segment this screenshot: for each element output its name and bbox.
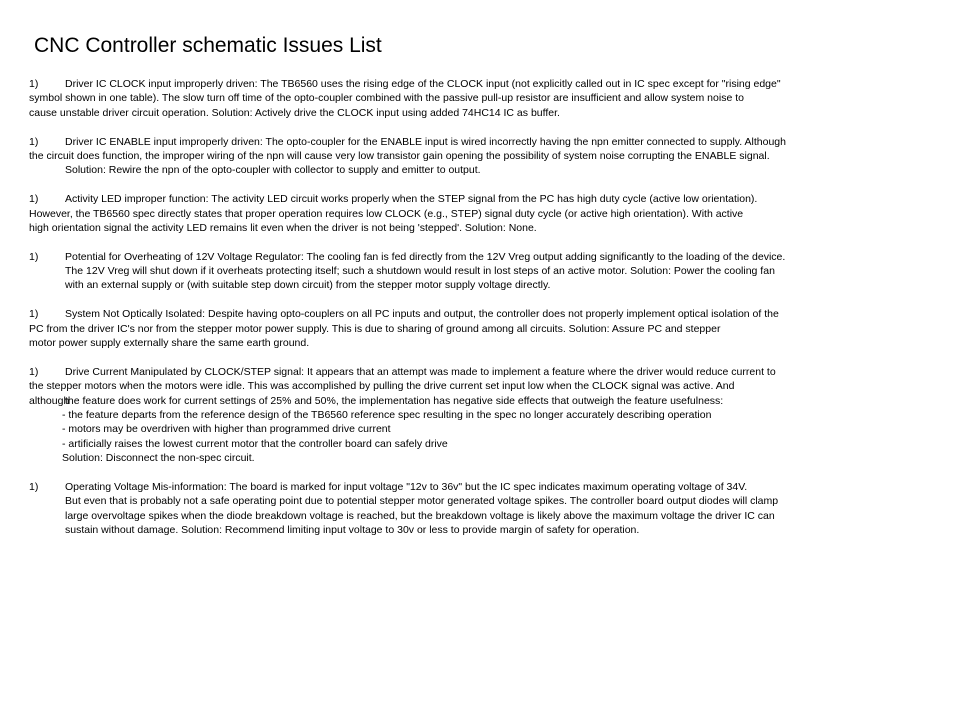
issue-text: However, the TB6560 spec directly states that proper operation requires low CLOCK (e.g., STEP) signal duty cycle (or active high orientation). With active [29,207,744,220]
issue-spacer [29,120,934,134]
issue-item [29,365,934,466]
issue-line [29,336,934,350]
issue-line [29,451,934,465]
issue-line [29,135,934,149]
issue-line [29,264,934,278]
issue-text: System Not Optically Isolated: Despite having opto-couplers on all PC inputs and output, the controller does not properly implement optical isolation of the [65,308,779,321]
issue-text: - motors may be overdriven with higher than programmed drive current [62,423,391,436]
issue-text: the stepper motors when the motors were idle. This was accomplished by pulling the drive current set input low when the CLOCK signal was active. And [29,380,735,393]
issue-text: with an external supply or (with suitable step down circuit) from the stepper motor supply voltage directly. [65,279,551,292]
issue-number: 1) [29,365,39,378]
issue-text: the feature does work for current settings of 25% and 50%, the implementation has negative side effects that outweigh the feature usefulness: [65,394,724,407]
issue-text: high orientation signal the activity LED remains lit even when the driver is not being 'stepped'. Solution: None. [29,221,537,234]
issue-line [29,523,934,537]
issue-line [29,149,934,163]
issue-text: Potential for Overheating of 12V Voltage Regulator: The cooling fan is fed directly from the 12V Vreg output adding significantly to the loading of the device. [65,250,786,263]
issue-line [29,192,934,206]
issue-text: But even that is probably not a safe operating point due to potential stepper motor generated voltage spikes. The controller board output diodes will clamp [65,495,779,508]
issue-line [29,307,934,321]
issue-line [29,480,934,494]
issue-line [29,394,934,408]
issue-line [29,408,934,422]
issue-line [29,494,934,508]
issue-line [29,77,934,91]
issue-item [29,192,934,235]
issue-spacer [29,350,934,364]
issue-number: 1) [29,78,39,90]
issue-item [29,250,934,293]
issue-text: the circuit does function, the improper wiring of the npn will cause very low transistor gain opening the possibility of system noise corrupting the ENABLE signal. [29,149,770,162]
issue-text: large overvoltage spikes when the diode breakdown voltage is reached, but the breakdown voltage is likely above the maximum voltage the driver IC can [65,509,775,522]
issue-text: Drive Current Manipulated by CLOCK/STEP signal: It appears that an attempt was made to implement a feature where the driver would reduce current to [65,365,776,378]
issue-line [29,322,934,336]
issue-number: 1) [29,135,39,148]
issue-number: 1) [29,480,39,493]
issue-text: sustain without damage. Solution: Recommend limiting input voltage to 30v or less to provide margin of safety for operation. [65,524,640,537]
issue-line [29,365,934,379]
issue-line [29,437,934,451]
issue-text: - the feature departs from the reference design of the TB6560 reference spec resulting in the spec no longer accurately describing operation [62,408,712,421]
issue-line [29,422,934,436]
issue-line [29,91,934,105]
issue-spacer [29,235,934,249]
issue-text: Solution: Disconnect the non-spec circuit. [62,452,255,465]
issue-number: 1) [29,308,39,321]
issues-list [29,77,934,538]
issue-number: 1) [29,193,39,206]
issue-line [29,106,934,120]
issue-text: PC from the driver IC's nor from the stepper motor power supply. This is due to sharing of ground among all circuits. Solution: Assure PC and stepper [29,322,721,335]
issue-text: cause unstable driver circuit operation. Solution: Actively drive the CLOCK input using added 74HC14 IC as buffer. [29,106,560,119]
issue-text: symbol shown in one table). The slow turn off time of the opto-coupler combined with the passive pull-up resistor are insufficient and allow system noise to [29,92,744,105]
issue-line-lead: although [29,394,70,407]
issue-spacer [29,178,934,192]
issue-item [29,480,934,538]
issue-line [29,250,934,264]
issue-text: Solution: Rewire the npn of the opto-coupler with collector to supply and emitter to output. [65,164,481,177]
issue-line [29,278,934,292]
issue-item [29,307,934,350]
issue-line [29,379,934,393]
issue-line [29,221,934,235]
issue-text: The 12V Vreg will shut down if it overheats protecting itself; such a shutdown would result in lost steps of an active motor. Solution: Power the cooling fan [65,265,775,278]
issue-item [29,135,934,178]
issue-line [29,509,934,523]
page-title: CNC Controller schematic Issues List [34,34,382,57]
issue-spacer [29,293,934,307]
issue-number: 1) [29,250,39,263]
issue-text: motor power supply externally share the same earth ground. [29,337,310,350]
issue-text: - artificially raises the lowest current motor that the controller board can safely drive [62,437,448,450]
issue-text: Activity LED improper function: The activity LED circuit works properly when the STEP signal from the PC has high duty cycle (active low orientation). [65,193,758,206]
issue-item [29,77,934,120]
issue-spacer [29,466,934,480]
issue-text: Driver IC CLOCK input improperly driven: The TB6560 uses the rising edge of the CLOCK input (not explicitly called out in IC spec except for "rising edge" [65,78,781,90]
issue-text: Driver IC ENABLE input improperly driven: The opto-coupler for the ENABLE input is wired incorrectly having the npn emitter connected to supply. Although [65,135,786,148]
issue-line [29,163,934,177]
issue-line [29,207,934,221]
issue-text: Operating Voltage Mis-information: The board is marked for input voltage "12v to 36v" but the IC spec indicates maximum operating voltage of 34V. [65,480,748,493]
